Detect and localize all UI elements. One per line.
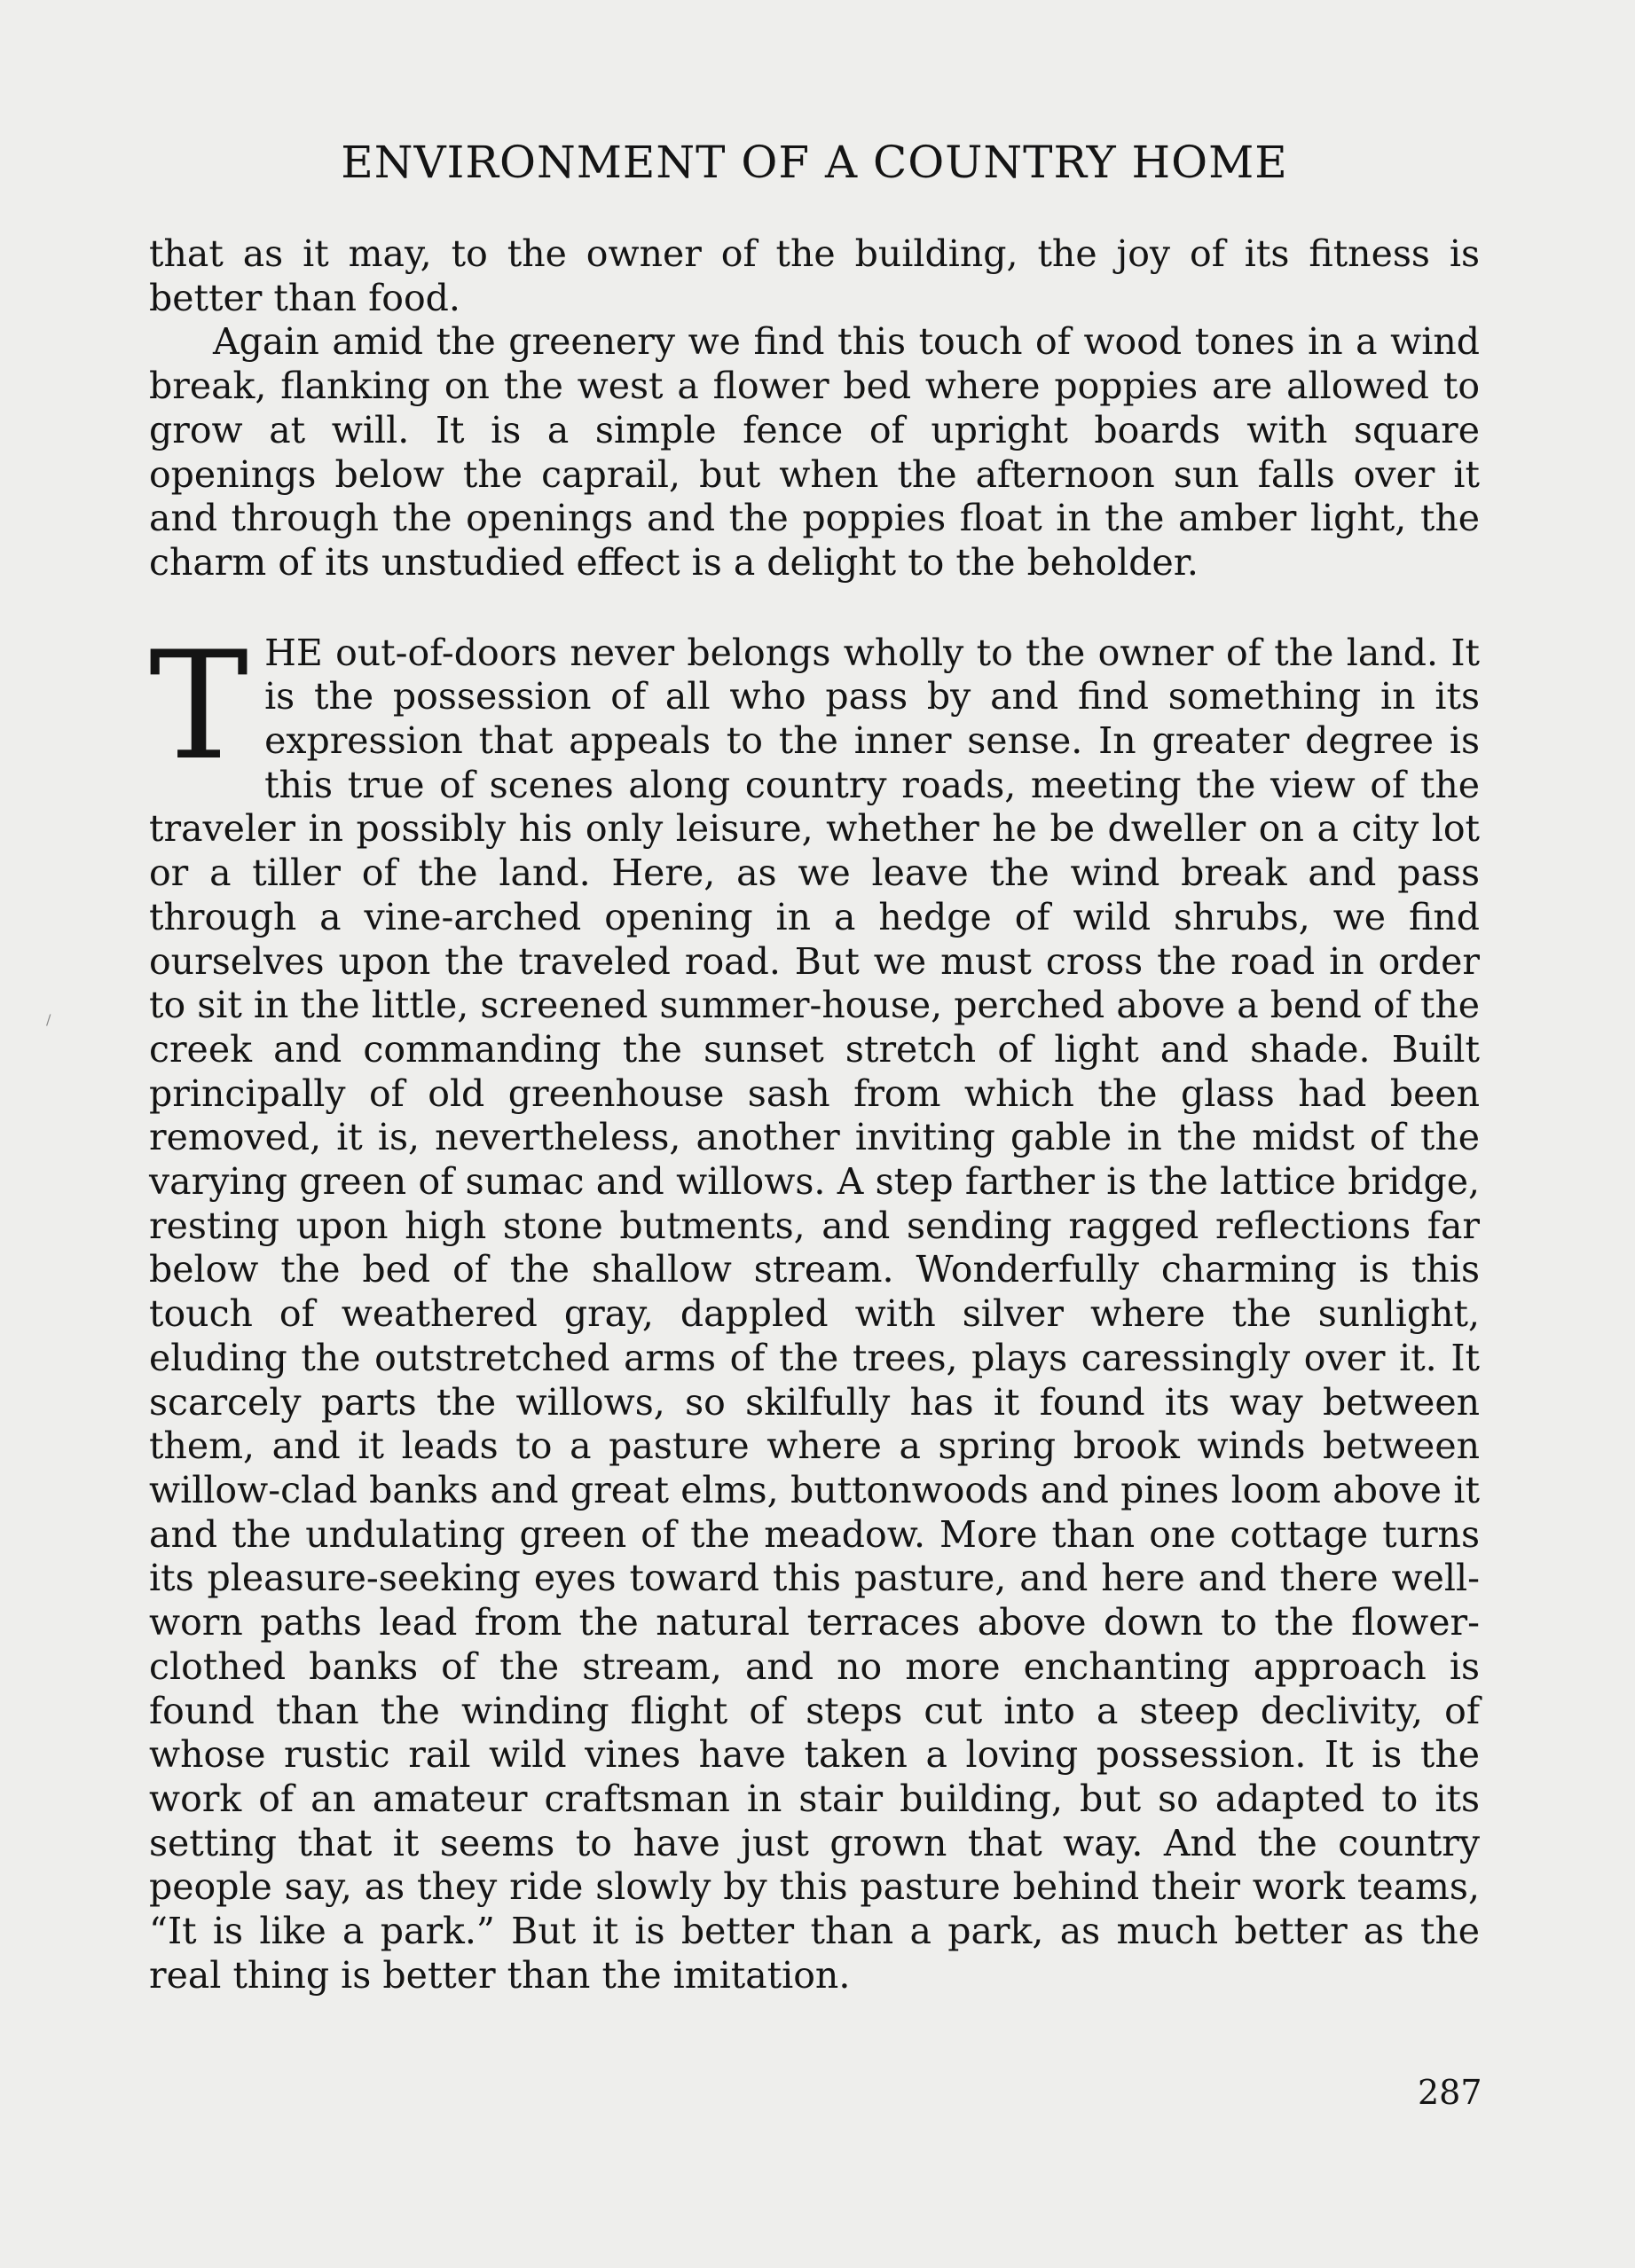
body-text [149,232,1480,1997]
running-head: ENVIRONMENT OF A COUNTRY HOME [341,137,1288,188]
paragraph-wind-break: Again amid the greenery we find this touch of wood tones in a wind break, flanking on the west a flower bed where poppies are allowed to grow at will. It is a simple fence of upright boards with square openings below the caprail, but when the afternoon sun falls over it and through the openings and the poppies float in the amber light, the charm of its unstudied effect is a delight to the beholder. [149,320,1480,584]
paragraph-continuation: that as it may, to the owner of the building, the joy of its fitness is better than food. [149,232,1480,319]
page-number: 287 [1418,2073,1482,2112]
section-text: HE out-of-doors never belongs wholly to the owner of the land. It is the possession of all who pass by and find something in its expression that appeals to the inner sense. In greater degree is this true of scenes along country roads, meeting the view of the traveler in possibly his only leisure, whether he be dweller on a city lot or a tiller of the land. Here, as we leave the wind break and pass through a vine-arched opening in a hedge of wild shrubs, we find ourselves upon the traveled road. But we must cross the road in order to sit in the little, screened summer-house, perched above a bend of the creek and commanding the sunset stretch of light and shade. Built principally of old greenhouse sash from which the glass had been removed, it is, nevertheless, another inviting gable in the midst of the varying green of sumac and willows. A step farther is the lattice bridge, resting upon high stone butments, and sending ragged reflections far below the bed of the shallow stream. Wonderfully charming is this touch of weathered gray, dappled with silver where the sunlight, eluding the outstretched arms of the trees, plays caressingly over it. It scarcely parts the willows, so skilfully has it found its way between them, and it leads to a pasture where a spring brook winds between willow-clad banks and great elms, buttonwoods and pines loom above it and the undulating green of the meadow. More than one cottage turns its pleasure-seeking eyes toward this pasture, and here and there well-worn paths lead from the natural terraces above down to the flower-clothed banks of the stream, and no more enchanting approach is found than the winding flight of steps cut into a steep declivity, of whose rustic rail wild vines have taken a loving possession. It is the work of an amateur craftsman in stair building, but so adapted to its setting that it seems to have just grown that way. And the country people say, as they ride slowly by this pasture behind their work teams, “It is like a park.” But it is better than a park, as much better as the real thing is better than the imitation. [149,631,1480,1997]
paragraph-out-of-doors [149,618,1480,1998]
drop-cap: T [149,618,249,793]
margin-pencil-mark: / [46,1011,51,1028]
